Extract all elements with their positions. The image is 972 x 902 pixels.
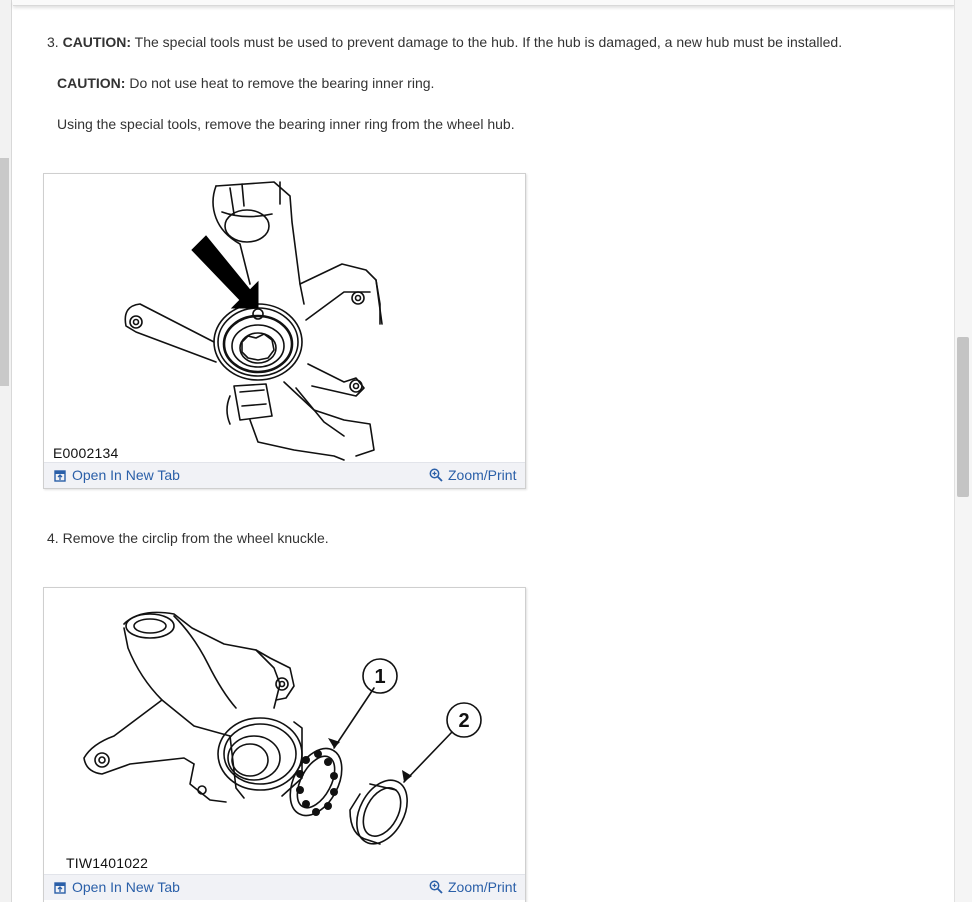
open-new-tab-icon — [54, 469, 67, 482]
step-3-caution-1 — [47, 33, 842, 51]
zoom-icon — [429, 880, 443, 894]
left-page-border — [0, 0, 12, 902]
caution-text: The special tools must be used to prevent damage to the hub. If the hub is damaged, a new hub must be installed. — [131, 34, 843, 50]
caution-label: CAUTION: — [57, 75, 126, 91]
open-new-tab-icon — [54, 881, 67, 894]
step-3-instruction: Using the special tools, remove the bearing inner ring from the wheel hub. — [57, 116, 515, 132]
caution-label: CAUTION: — [62, 34, 132, 50]
figure-toolbar — [44, 874, 525, 900]
step-4-instruction — [47, 529, 329, 547]
open-in-new-tab-link[interactable] — [54, 879, 180, 895]
step-number: 4. — [47, 530, 59, 546]
figure-id: TIW1401022 — [66, 855, 149, 871]
figure-e0002134 — [43, 173, 526, 489]
figure-tiw1401022 — [43, 587, 526, 902]
callout-1: 1 — [374, 666, 386, 688]
open-link-label: Open In New Tab — [72, 879, 180, 895]
step-number: 3. — [47, 34, 59, 50]
figure-id: E0002134 — [53, 445, 119, 461]
zoom-link-label: Zoom/Print — [448, 467, 517, 483]
zoom-print-link[interactable] — [429, 879, 516, 895]
step-3-caution-2 — [57, 74, 434, 92]
indicator-arrow — [192, 236, 258, 308]
zoom-link-label: Zoom/Print — [448, 879, 517, 895]
figure-toolbar — [44, 462, 525, 488]
open-in-new-tab-link[interactable] — [54, 467, 180, 483]
top-panel-edge — [13, 0, 955, 6]
knuckle-hub-illustration — [44, 174, 525, 462]
caution-text: Do not use heat to remove the bearing inner ring. — [125, 75, 435, 91]
open-link-label: Open In New Tab — [72, 467, 180, 483]
circlip-removal-illustration — [44, 588, 525, 874]
scrollbar-thumb[interactable] — [957, 337, 969, 497]
instruction-text: Remove the circlip from the wheel knuckle. — [62, 530, 329, 546]
zoom-icon — [429, 468, 443, 482]
callout-2: 2 — [458, 710, 470, 732]
left-scroll-thumb[interactable] — [0, 158, 9, 386]
zoom-print-link[interactable] — [429, 467, 516, 483]
